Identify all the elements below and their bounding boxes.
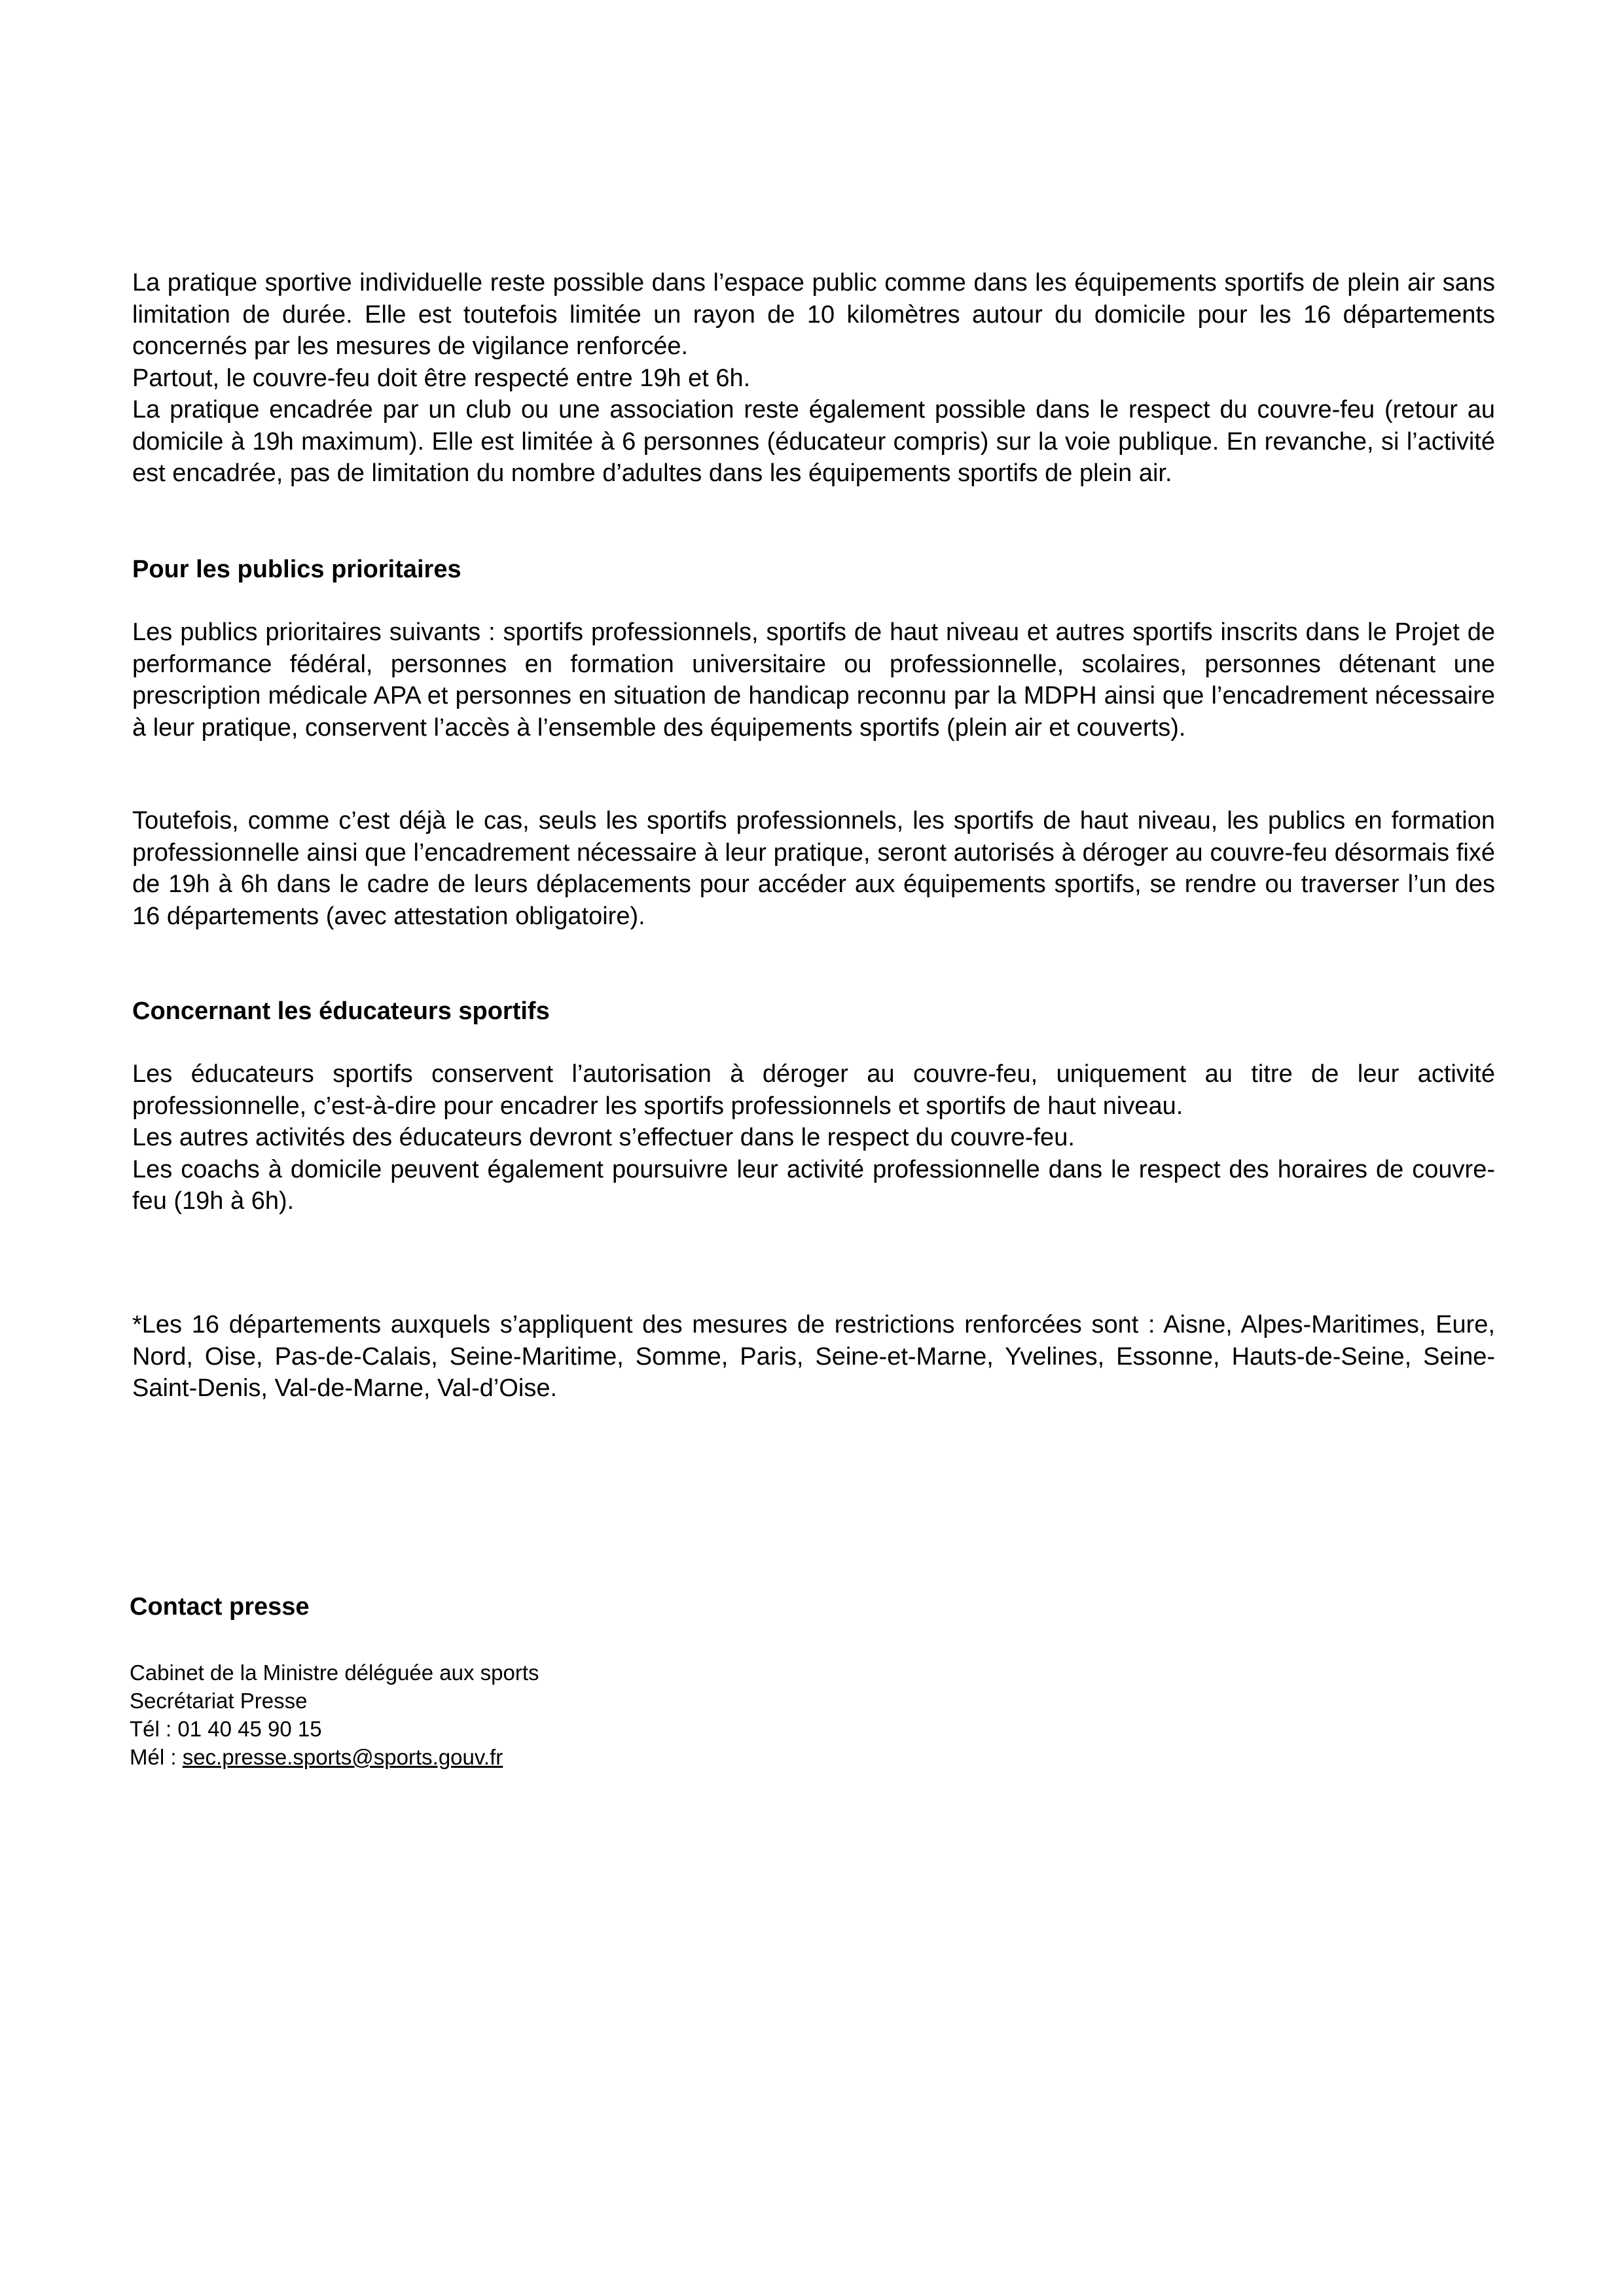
publics-text-1: Les publics prioritaires suivants : sportifs professionnels, sportifs de haut niveau et autres sportifs inscrits dans le Projet de performance fédéral, personnes en formation universitaire ou professionnelle, scolaires, personnes détenant une prescription médicale APA et personnes en situation de handicap reconnu par la MDPH ainsi que l’encadrement nécessaire à leur pratique, conservent l’accès à l’ensemble des équipements sportifs (plein air et couverts). xyxy=(132,619,1495,742)
publics-text-2: Toutefois, comme c’est déjà le cas, seuls les sportifs professionnels, les sportifs de haut niveau, les publics en formation professionnelle ainsi que l’encadrement nécessaire à leur pratique, seront autorisés à déroger au couvre-feu désormais fixé de 19h à 6h dans le cadre de leurs déplacements pour accéder aux équipements sportifs, se rendre ou traverser l’un des 16 départements (avec attestation obligatoire). xyxy=(132,807,1495,930)
footnote-text: *Les 16 départements auxquels s’appliquent des mesures de restrictions renforcées sont : Aisne, Alpes-Maritimes, Eure, Nord, Oise, Pas-de-Calais, Seine-Maritime, Somme, Paris, Seine-et-Marne, Yvelines, Essonne, Hauts-de-Seine, Seine-Saint-Denis, Val-de-Marne, Val-d’Oise. xyxy=(132,1311,1495,1402)
contact-email-label: Mél : xyxy=(130,1745,183,1769)
publics-paragraph-1 xyxy=(132,617,1495,744)
contact-heading: Contact presse xyxy=(130,1593,310,1621)
educateurs-paragraph-2: Les autres activités des éducateurs devront s’effectuer dans le respect du couvre-feu. xyxy=(132,1124,1075,1151)
contact-block xyxy=(130,1659,539,1771)
educateurs-paragraph-3: Les coachs à domicile peuvent également poursuivre leur activité professionnelle dans le respect des horaires de couvre-feu (19h à 6h). xyxy=(132,1155,1495,1215)
contact-phone: Tél : 01 40 45 90 15 xyxy=(130,1717,322,1741)
contact-email-link[interactable]: sec.presse.sports@sports.gouv.fr xyxy=(182,1745,503,1769)
contact-line-secretariat: Secrétariat Presse xyxy=(130,1689,308,1713)
intro-paragraph-1: La pratique sportive individuelle reste possible dans l’espace public comme dans les équipements sportifs de plein air sans limitation de durée. Elle est toutefois limitée un rayon de 10 kilomètres autour du domicile pour les 16 départements concernés par les mesures de vigilance renforcée. xyxy=(132,269,1495,360)
publics-paragraph-2 xyxy=(132,805,1495,932)
intro-paragraph-2: Partout, le couvre-feu doit être respecté entre 19h et 6h. xyxy=(132,364,751,392)
contact-line-cabinet: Cabinet de la Ministre déléguée aux sports xyxy=(130,1660,539,1685)
contact-email-line xyxy=(130,1743,539,1771)
educateurs-paragraph-1: Les éducateurs sportifs conservent l’autorisation à déroger au couvre-feu, uniquement au titre de leur activité professionnelle, c’est-à-dire pour encadrer les sportifs professionnels et sportifs de haut niveau. xyxy=(132,1060,1495,1120)
intro-section xyxy=(132,267,1495,490)
intro-paragraph-3: La pratique encadrée par un club ou une association reste également possible dans le respect du couvre-feu (retour au domicile à 19h maximum). Elle est limitée à 6 personnes (éducateur compris) sur la voie publique. En revanche, si l’activité est encadrée, pas de limitation du nombre d’adultes dans les équipements sportifs de plein air. xyxy=(132,396,1495,487)
footnote xyxy=(132,1309,1495,1405)
publics-heading: Pour les publics prioritaires xyxy=(132,556,461,583)
educateurs-heading: Concernant les éducateurs sportifs xyxy=(132,997,550,1025)
educateurs-section xyxy=(132,1058,1495,1217)
